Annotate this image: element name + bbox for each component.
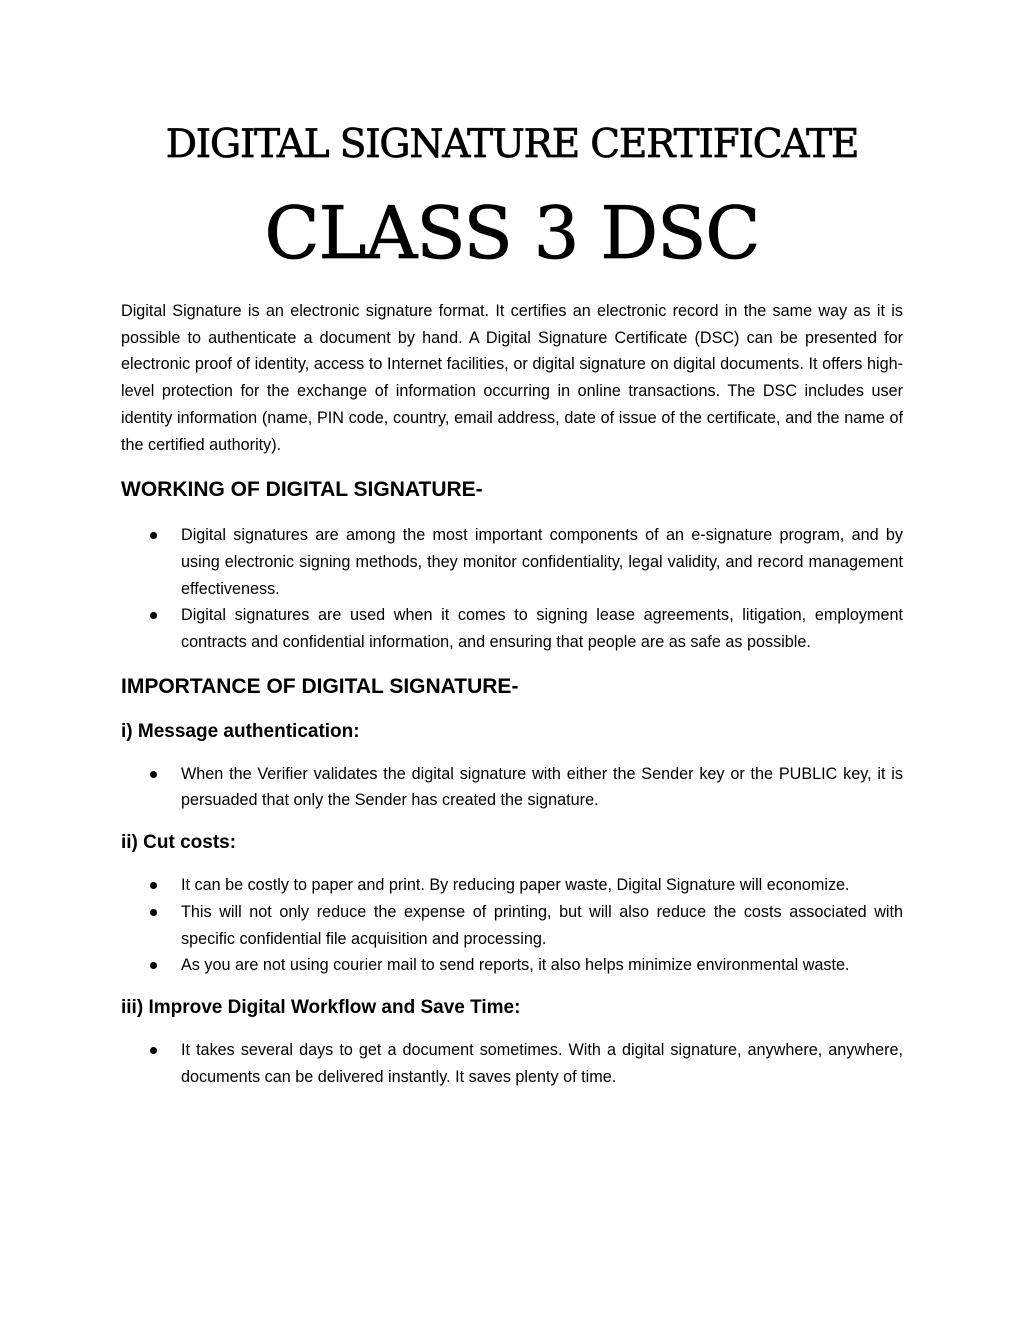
- cut-costs-list: [121, 872, 903, 979]
- intro-paragraph: Digital Signature is an electronic signature format. It certifies an electronic record in the same way as it is possible to authenticate a document by hand. A Digital Signature Certificate (DSC) can be presented for electronic proof of identity, access to Internet facilities, or digital signature on digital documents. It offers high-level protection for the exchange of information occurring in online transactions. The DSC includes user identity information (name, PIN code, country, email address, date of issue of the certificate, and the name of the certified authority).: [121, 302, 903, 454]
- list-item-text: This will not only reduce the expense of printing, but will also reduce the costs associated with specific confidential file acquisition and processing.: [181, 902, 903, 948]
- list-item-text: When the Verifier validates the digital signature with either the Sender key or the PUBLIC key, it is persuaded that only the Sender has created the signature.: [181, 764, 903, 810]
- section-heading-cut-costs: ii) Cut costs:: [121, 832, 237, 854]
- message-authentication-list: [121, 761, 903, 814]
- section-heading-message-authentication: i) Message authentication:: [121, 720, 360, 742]
- list-item-text: Digital signatures are used when it comes to signing lease agreements, litigation, employment contracts and confidential information, and ensuring that people are as safe as possible.: [181, 606, 903, 652]
- document-body: [121, 298, 903, 1090]
- list-item: [121, 761, 903, 814]
- bullet-icon: [150, 612, 157, 619]
- list-item: [121, 872, 903, 899]
- list-item: [121, 602, 903, 655]
- working-list: [121, 522, 903, 656]
- working-heading: WORKING OF DIGITAL SIGNATURE-: [121, 478, 483, 502]
- bullet-icon: [150, 962, 157, 969]
- list-item: [121, 952, 903, 979]
- section-heading-digital-workflow: iii) Improve Digital Workflow and Save Time:: [121, 996, 521, 1018]
- document-title: DIGITAL SIGNATURE CERTIFICATE: [165, 122, 859, 167]
- bullet-icon: [150, 532, 157, 539]
- bullet-icon: [150, 1047, 157, 1054]
- list-item-text: It takes several days to get a document sometimes. With a digital signature, anywhere, anywhere, documents can be delivered instantly. It saves plenty of time.: [181, 1040, 903, 1086]
- bullet-icon: [150, 909, 157, 916]
- importance-heading: IMPORTANCE OF DIGITAL SIGNATURE-: [121, 674, 519, 698]
- list-item-text: It can be costly to paper and print. By reducing paper waste, Digital Signature will economize.: [181, 876, 850, 895]
- bullet-icon: [150, 882, 157, 889]
- list-item: [121, 899, 903, 952]
- list-item: [121, 522, 903, 602]
- list-item-text: As you are not using courier mail to send reports, it also helps minimize environmental waste.: [181, 956, 850, 975]
- digital-workflow-list: [121, 1037, 903, 1090]
- bullet-icon: [150, 771, 157, 778]
- document-subtitle: CLASS 3 DSC: [264, 191, 760, 275]
- list-item-text: Digital signatures are among the most important components of an e-signature program, and by using electronic signing methods, they monitor confidentiality, legal validity, and record management effectiveness.: [181, 526, 903, 598]
- list-item: [121, 1037, 903, 1090]
